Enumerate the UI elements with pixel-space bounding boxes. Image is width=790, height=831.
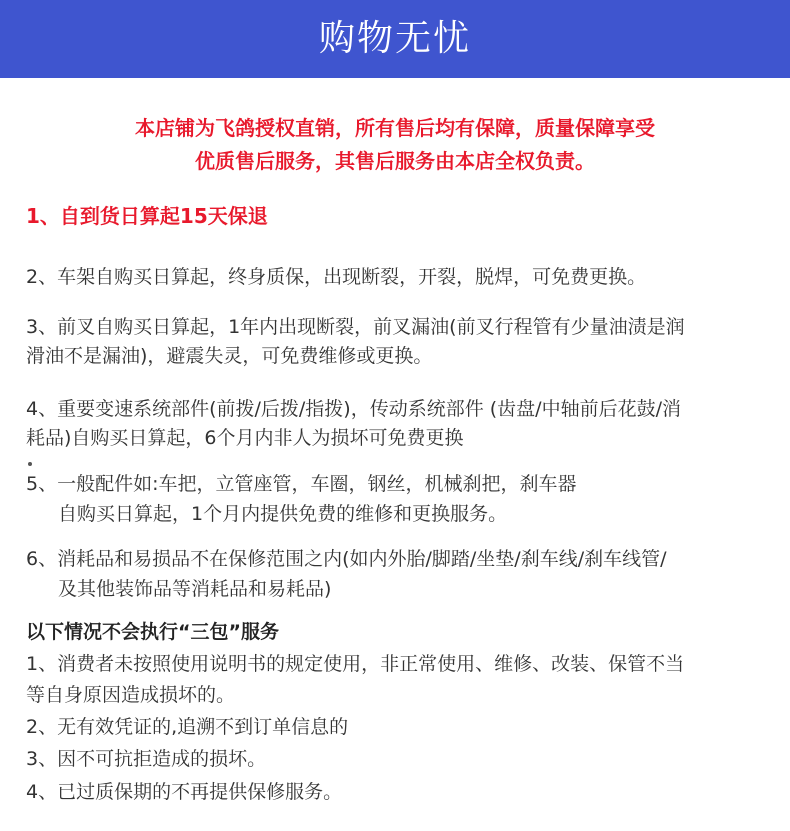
term-item-6-line-2: 及其他装饰品等消耗品和易耗品) — [58, 578, 332, 600]
intro-line-1: 本店铺为飞鸽授权直销，所有售后均有保障，质量保障享受 — [135, 116, 655, 140]
term-item-6-line-1: 6、消耗品和易损品不在保修范围之内(如内外胎/脚踏/坐垫/刹车线/刹车线管/ — [26, 548, 667, 570]
page-title-banner: 购物无忧 — [0, 0, 790, 78]
term-item-5-line-2: 自购买日算起，1个月内提供免费的维修和更换服务。 — [58, 503, 508, 525]
term-item-4-line-2: 耗品)自购买日算起，6个月内非人为损坏可免费更换 — [26, 427, 464, 449]
term-item-3-line-2: 滑油不是漏油)，避震失灵，可免费维修或更换。 — [26, 345, 433, 367]
exclusion-item-1-line-1: 1、消费者未按照使用说明书的规定使用，非正常使用、维修、改装、保管不当 — [26, 653, 685, 675]
exclusion-item-1-line-2: 等自身原因造成损坏的。 — [26, 684, 236, 706]
intro-line-2: 优质售后服务，其售后服务由本店全权负责。 — [195, 149, 595, 173]
bullet-dot-icon — [28, 462, 32, 466]
intro-statement — [0, 112, 790, 178]
term-item-1: 1、自到货日算起15天保退 — [26, 204, 268, 228]
term-item-5-line-1: 5、一般配件如:车把，立管座管，车圈，钢丝，机械刹把，刹车器 — [26, 473, 577, 495]
exclusion-item-4: 4、已过质保期的不再提供保修服务。 — [26, 781, 343, 803]
term-item-4-line-1: 4、重要变速系统部件(前拨/后拨/指拨)，传动系统部件 (齿盘/中轴前后花鼓/消 — [26, 398, 681, 420]
term-item-2: 2、车架自购买日算起，终身质保，出现断裂，开裂，脱焊，可免费更换。 — [26, 266, 647, 288]
exclusion-item-2: 2、无有效凭证的,追溯不到订单信息的 — [26, 716, 349, 738]
term-item-3-line-1: 3、前叉自购买日算起，1年内出现断裂，前叉漏油(前叉行程管有少量油渍是润 — [26, 316, 685, 338]
exclusions-heading: 以下情况不会执行“三包”服务 — [26, 621, 279, 643]
exclusion-item-3: 3、因不可抗拒造成的损坏。 — [26, 748, 267, 770]
